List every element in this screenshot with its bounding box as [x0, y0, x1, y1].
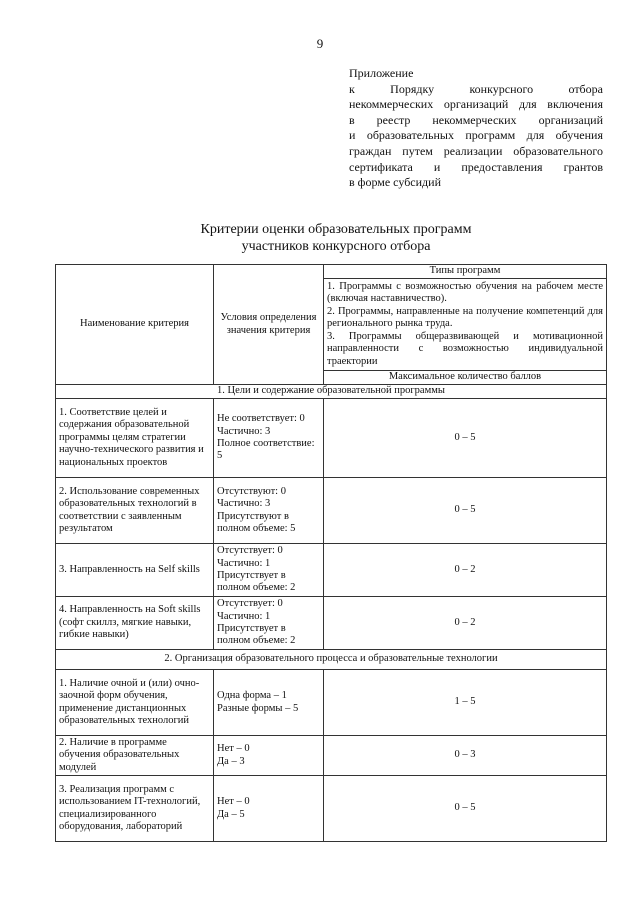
condition: Присутствуют в полном объеме: 5	[217, 510, 296, 534]
condition: Частично: 1	[217, 610, 271, 622]
program-types-list	[324, 279, 607, 371]
page-number: 9	[316, 36, 324, 51]
criterion-points: 0 – 5	[324, 478, 607, 544]
criterion-name: 2. Использование современных образовательных технологий в соответствии с заявленным результатом	[56, 478, 214, 544]
condition: Одна форма – 1	[217, 690, 287, 702]
table-row	[56, 670, 607, 736]
criterion-name: 3. Реализация программ с использованием IT-технологий, специализированного оборудования, лабораторий	[56, 776, 214, 842]
table-row	[56, 736, 607, 776]
table-row	[56, 478, 607, 544]
condition: Присутствует в полном объеме: 2	[217, 623, 296, 647]
criterion-points: 0 – 5	[324, 776, 607, 842]
appendix-line: в реестр некоммерческих организаций	[349, 112, 603, 127]
criteria-table	[55, 264, 607, 842]
criterion-points: 0 – 2	[324, 544, 607, 597]
condition: Отсутствует: 0	[217, 545, 283, 557]
appendix-line: некоммерческих организаций для включения	[349, 97, 603, 112]
appendix-block	[349, 66, 603, 191]
condition: Отсутствуют: 0	[217, 485, 286, 497]
criterion-points: 0 – 2	[324, 597, 607, 650]
appendix-line: Приложение	[349, 66, 414, 80]
condition: Частично: 3	[217, 425, 271, 437]
criterion-points: 0 – 3	[324, 736, 607, 776]
criterion-name: 2. Наличие в программе обучения образовательных модулей	[56, 736, 214, 776]
appendix-line: граждан путем реализации образовательного	[349, 143, 603, 158]
criterion-conditions	[214, 478, 324, 544]
criterion-conditions	[214, 736, 324, 776]
condition: Да – 5	[217, 808, 245, 820]
table-row	[56, 776, 607, 842]
header-program-types: Типы программ	[324, 265, 607, 279]
table-row	[56, 399, 607, 478]
section-title: 2. Организация образовательного процесса и образовательные технологии	[56, 650, 607, 670]
criterion-conditions	[214, 399, 324, 478]
condition: Отсутствует: 0	[217, 598, 283, 610]
condition: Не соответствует: 0	[217, 413, 305, 425]
criterion-name: 4. Направленность на Soft skills (софт скиллз, мягкие навыки, гибкие навыки)	[56, 597, 214, 650]
document-title	[0, 221, 640, 255]
criterion-name: 1. Наличие очной и (или) очно-заочной форм обучения, применение дистанционных образовательных технологий	[56, 670, 214, 736]
condition: Полное соответствие: 5	[217, 438, 315, 462]
section-title: 1. Цели и содержание образовательной программы	[56, 385, 607, 399]
condition: Разные формы – 5	[217, 702, 299, 714]
appendix-line: и образовательных программ для обучения	[349, 128, 603, 143]
program-type-1: 1. Программы с возможностью обучения на рабочем месте (включая наставничество).	[327, 281, 603, 305]
header-criterion-name: Наименование критерия	[56, 265, 214, 385]
appendix-line: в форме субсидий	[349, 175, 441, 190]
criterion-name: 1. Соответствие целей и содержания образовательной программы целям стратегии научно-технического развития и национальных проектов	[56, 399, 214, 478]
criterion-conditions	[214, 544, 324, 597]
table-row	[56, 544, 607, 597]
appendix-line: сертификата и предоставления грантов	[349, 159, 603, 174]
criterion-conditions	[214, 776, 324, 842]
condition: Нет – 0	[217, 796, 250, 808]
title-line-1: Критерии оценки образовательных программ	[200, 222, 472, 237]
header-max-points: Максимальное количество баллов	[324, 371, 607, 385]
criterion-points: 0 – 5	[324, 399, 607, 478]
criterion-conditions	[214, 670, 324, 736]
program-type-2: 2. Программы, направленные на получение компетенций для регионального рынка труда.	[327, 305, 603, 330]
condition: Да – 3	[217, 755, 245, 767]
criterion-points: 1 – 5	[324, 670, 607, 736]
condition: Частично: 3	[217, 498, 271, 510]
criterion-conditions	[214, 597, 324, 650]
condition: Присутствует в полном объеме: 2	[217, 570, 296, 594]
condition: Частично: 1	[217, 557, 271, 569]
condition: Нет – 0	[217, 743, 250, 755]
title-line-2: участников конкурсного отбора	[241, 239, 431, 254]
appendix-line: к Порядку конкурсного отбора	[349, 81, 603, 96]
criterion-name: 3. Направленность на Self skills	[56, 544, 214, 597]
header-conditions: Условия определения значения критерия	[214, 265, 324, 385]
program-type-3: 3. Программы общеразвивающей и мотивационной направленности с возможностью индивидуальной траектории	[327, 330, 603, 367]
table-row	[56, 597, 607, 650]
